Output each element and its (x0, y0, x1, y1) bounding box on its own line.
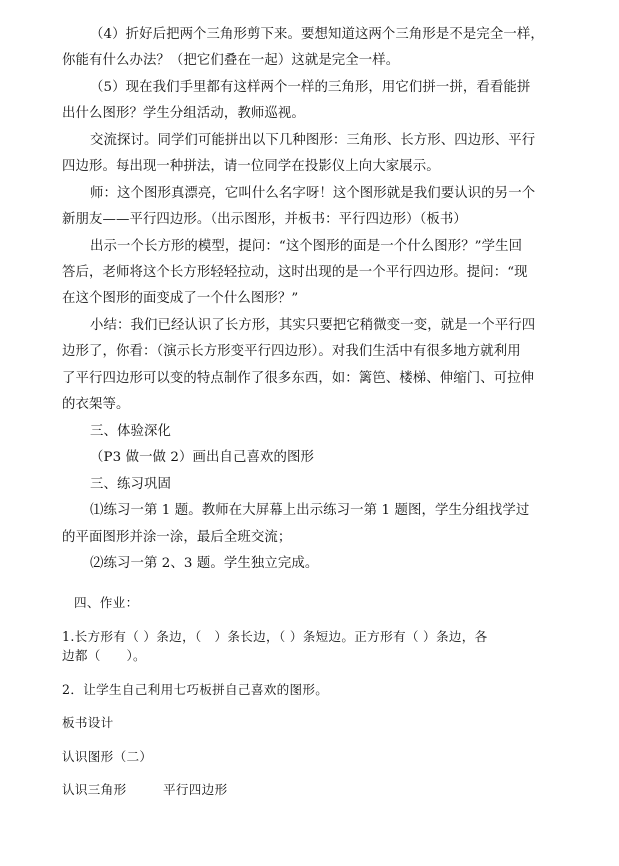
board-design-heading: 认识图形（二） (62, 749, 153, 764)
paragraph-step5-line1: （5）现在我们手里都有这样两个一样的三角形，用它们拼一拼，看看能拼 (90, 80, 531, 95)
paragraph-step4-line1: （4）折好后把两个三角形剪下来。要想知道这两个三角形是不是完全一样， (90, 27, 544, 42)
paragraph-teacher-line1: 师：这个图形真漂亮，它叫什么名字呀！这个图形就是我们要认识的另一个 (90, 186, 536, 201)
paragraph-model-line2: 答后，老师将这个长方形轻轻拉动，这时出现的是一个平行四边形。提问：“现 (62, 265, 528, 280)
paragraph-step4-line2: 你能有什么办法？（把它们叠在一起）这就是完全一样。 (62, 53, 400, 68)
board-design-item-parallelogram: 平行四边形 (163, 782, 228, 797)
paragraph-summary-line3: 了平行四边形可以变的特点制作了很多东西，如：篱笆、楼梯、伸缩门、可拉伸 (62, 371, 535, 386)
homework-item1-line2: 边都（ ）。 (62, 648, 146, 663)
paragraph-step5-line2: 出什么图形？学生分组活动，教师巡视。 (62, 106, 305, 121)
paragraph-summary-line1: 小结：我们已经认识了长方形，其实只要把它稍微变一变，就是一个平行四 (90, 318, 536, 333)
paragraph-exercise1-line1: ⑴练习一第 1 题。教师在大屏幕上出示练习一第 1 题图，学生分组找学过 (90, 503, 530, 518)
board-design-title: 板书设计 (62, 715, 114, 730)
paragraph-model-line3: 在这个图形的面变成了一个什么图形？” (62, 291, 299, 306)
paragraph-exercise1-line2: 的平面图形并涂一涂，最后全班交流； (62, 530, 292, 545)
paragraph-model-line1: 出示一个长方形的模型，提问：“这个图形的面是一个什么图形？”学生回 (90, 239, 523, 254)
homework-item2: 2．让学生自己利用七巧板拼自己喜欢的图形。 (62, 682, 329, 697)
homework-item1-line1: 1.长方形有（ ）条边，（ ）条长边，（ ）条短边。正方形有（ ）条边，各 (62, 629, 488, 644)
board-design-item-triangle: 认识三角形 (62, 782, 127, 797)
paragraph-explore-line2: 四边形。每出现一种拼法，请一位同学在投影仪上向大家展示。 (62, 159, 440, 174)
section-heading-homework: 四、作业： (74, 595, 139, 610)
section-heading-practice: 三、练习巩固 (90, 477, 171, 492)
paragraph-p3-task: （P3 做一做 2）画出自己喜欢的图形 (90, 450, 314, 465)
paragraph-summary-line4: 的衣架等。 (62, 397, 130, 412)
paragraph-teacher-line2: 新朋友——平行四边形。（出示图形，并板书：平行四边形）（板书） (62, 212, 467, 227)
paragraph-summary-line2: 边形了，你看：（演示长方形变平行四边形）。对我们生活中有很多地方就利用 (62, 344, 521, 359)
paragraph-explore-line1: 交流探讨。同学们可能拼出以下几种图形：三角形、长方形、四边形、平行 (90, 133, 536, 148)
paragraph-exercise2: ⑵练习一第 2、3 题。学生独立完成。 (90, 556, 319, 571)
section-heading-experience: 三、体验深化 (90, 424, 171, 439)
